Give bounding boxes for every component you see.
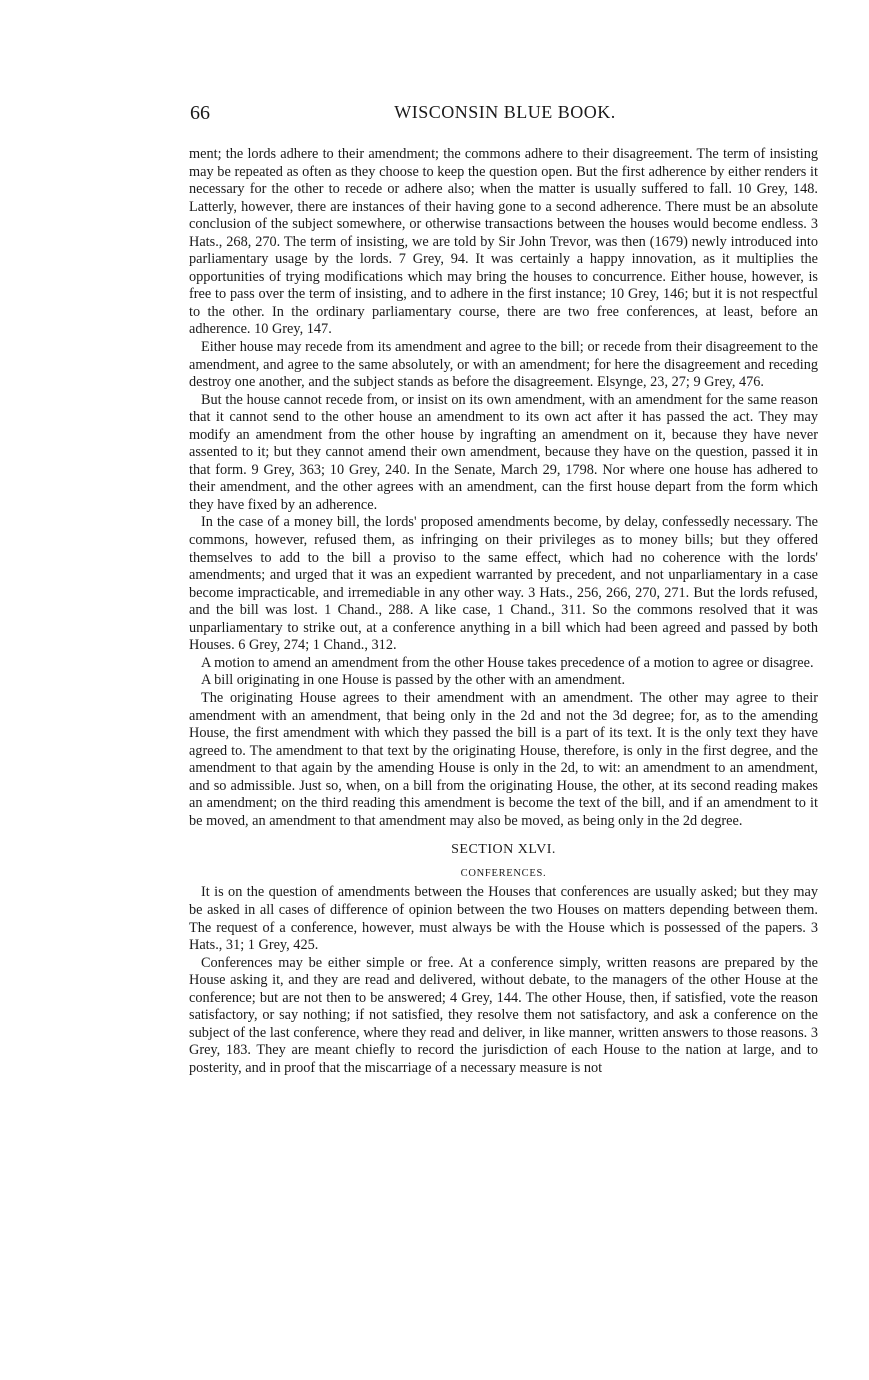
paragraph: But the house cannot recede from, or insist on its own amendment, with an amendment for the same reason that it cannot send to the other house an amendment to its own act after it has passed the act. They may modify an amendment from the other house by ingrafting an amendment on it, because they have never assented to it; but they cannot amend their own amendment, because they have on the question, passed it in that form. 9 Grey, 363; 10 Grey, 240. In the Senate, March 29, 1798. Nor where one house has adhered to their amendment, and the other agrees with an amendment, can the first house depart from the form which they have fixed by an adherence.	[189, 391, 818, 513]
paragraph: A motion to amend an amendment from the other House takes precedence of a motion to agree or disagree.	[201, 654, 814, 671]
paragraph: The originating House agrees to their amendment with an amendment. The other may agree to their amendment with an amendment, that being only in the 2d and not the 3d degree; for, as to the amending House, the first amendment with which they passed the bill is a part of its text. It is the only text they have agreed to. The amendment to that text by the originating House, therefore, is only in the first degree, and the amendment to that again by the amending House is only in the 2d, to wit: an amendment to an amendment, and so admissible. Just so, when, on a bill from the originating House, the other, at its second reading makes an amendment; on the third reading this amendment is become the text of the bill, and if an amendment to it be moved, an amendment to that amendment may also be moved, as being only in the 2d degree.	[189, 689, 818, 829]
body-text	[189, 146, 818, 1077]
paragraph: It is on the question of amendments between the Houses that conferences are usually asked; but they may be asked in all cases of difference of opinion between the two Houses on matters depending between them. The request of a conference, however, must always be with the House which is possessed of the papers. 3 Hats., 31; 1 Grey, 425.	[189, 884, 818, 954]
page-header	[190, 102, 820, 128]
page-number: 66	[190, 102, 210, 124]
paragraph: Conferences may be either simple or free. At a conference simply, written reasons are prepared by the House asking it, and they are read and delivered, without debate, to the managers of the other House at the conference; but are not then to be answered; 4 Grey, 144. The other House, then, if satisfied, vote the reason satisfactory, or say nothing; if not satisfied, they resolve them not satisfactory, and ask a conference on the subject of the last conference, where they read and deliver, in like manner, written answers to those reasons. 3 Grey, 183. They are meant chiefly to record the jurisdiction of each House to the nation at large, and to posterity, and in proof that the miscarriage of a necessary measure is not	[189, 954, 818, 1076]
paragraph: In the case of a money bill, the lords' proposed amendments become, by delay, confessedly necessary. The commons, however, refused them, as infringing on their privileges as to money bills; but they offered themselves to add to the bill a proviso to the same effect, which had no coherence with the lords' amendments; and urged that it was an expedient warranted by precedent, and not unparliamentary in a case become impracticable, and irremediable in any other way. 3 Hats., 256, 266, 270, 271. But the lords refused, and the bill was lost. 1 Chand., 288. A like case, 1 Chand., 311. So the commons resolved that it was unparliamentary to strike out, at a conference anything in a bill which had been agreed and passed by both Houses. 6 Grey, 274; 1 Chand., 312.	[189, 514, 818, 654]
running-title: WISCONSIN BLUE BOOK.	[394, 102, 616, 122]
section-subtitle: CONFERENCES.	[460, 867, 547, 879]
paragraph: Either house may recede from its amendment and agree to the bill; or recede from their disagreement to the amendment, and agree to the same absolutely, or with an amendment; for here the disagreement and receding destroy one another, and the subject stands as before the disagreement. Elsynge, 23, 27; 9 Grey, 476.	[189, 339, 818, 391]
paragraph: A bill originating in one House is passed by the other with an amendment.	[201, 672, 626, 689]
section-title: SECTION XLVI.	[451, 842, 556, 858]
paragraph: ment; the lords adhere to their amendment; the commons adhere to their disagreement. The term of insisting may be repeated as often as they choose to keep the question open. But the first adherence by either renders it necessary for the other to recede or adhere also; when the matter is usually suffered to fall. 10 Grey, 148. Latterly, however, there are instances of their having gone to a second adherence. There must be an absolute conclusion of the subject somewhere, or otherwise transactions between the houses would become endless. 3 Hats., 268, 270. The term of insisting, we are told by Sir John Trevor, was then (1679) newly introduced into parliamentary usage by the lords. 7 Grey, 94. It was certainly a happy innovation, as it multiplies the opportunities of trying modifications which may bring the houses to concurrence. Either house, however, is free to pass over the term of insisting, and to adhere in the first instance; 10 Grey, 146; but it is not respectful to the other. In the ordinary parliamentary course, there are two free conferences, at least, before an adherence. 10 Grey, 147.	[189, 146, 818, 338]
